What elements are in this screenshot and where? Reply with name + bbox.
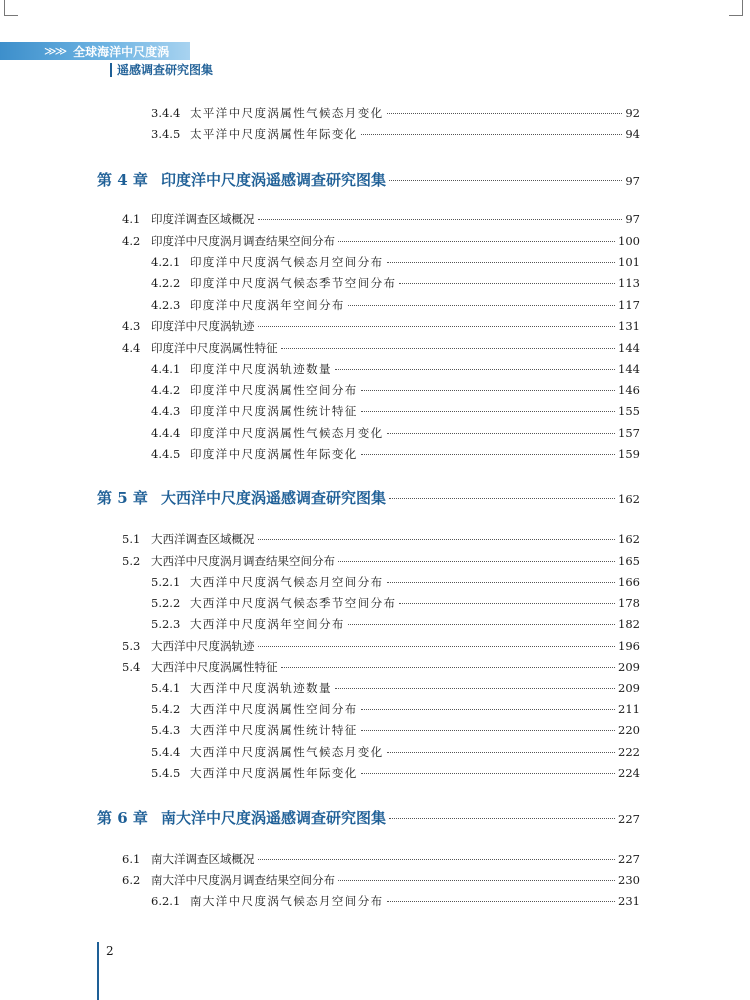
- toc-entry-number: 5.2: [122, 554, 141, 568]
- chapter-page: 97: [625, 174, 640, 188]
- toc-entry[interactable]: [151, 105, 640, 121]
- toc-entry-number: 4.4.3: [151, 404, 181, 418]
- toc-entry[interactable]: [151, 574, 640, 590]
- toc-entry-title: 大西洋中尺度涡轨迹: [151, 639, 255, 653]
- double-chevron-icon: ≫≫: [44, 44, 66, 58]
- toc-entry[interactable]: [151, 595, 640, 611]
- chapter-page: 162: [618, 492, 640, 506]
- toc-chapter-5[interactable]: [97, 488, 640, 508]
- toc-entry-page: 222: [618, 745, 640, 759]
- leader-dots: [361, 134, 623, 135]
- toc-entry-number: 4.3: [122, 319, 141, 333]
- toc-entry-title: 太平洋中尺度涡属性气候态月变化: [190, 106, 384, 120]
- toc-entry-number: 4.4: [122, 341, 141, 355]
- toc-entry[interactable]: [122, 553, 640, 569]
- toc-entry[interactable]: [122, 233, 640, 249]
- toc-entry-title: 大西洋中尺度涡月调查结果空间分布: [151, 554, 335, 568]
- toc-chapter-6[interactable]: [97, 808, 640, 828]
- leader-dots: [387, 901, 616, 902]
- toc-entry-page: 182: [618, 617, 640, 631]
- toc-entry-title: 印度洋中尺度涡属性特征: [151, 341, 278, 355]
- toc-entry-number: 4.4.1: [151, 362, 181, 376]
- toc-entry[interactable]: [122, 659, 640, 675]
- toc-entry[interactable]: [151, 254, 640, 270]
- toc-entry[interactable]: [151, 275, 640, 291]
- toc-entry[interactable]: [122, 638, 640, 654]
- toc-entry-page: 231: [618, 894, 640, 908]
- toc-entry-page: 155: [618, 404, 640, 418]
- toc-entry-title: 大西洋中尺度涡属性统计特征: [190, 723, 358, 737]
- toc-entry-number: 5.4.5: [151, 766, 181, 780]
- toc-entry-number: 6.2: [122, 873, 141, 887]
- leader-dots: [348, 305, 615, 306]
- toc-entry-number: 5.2.3: [151, 617, 181, 631]
- chapter-page: 227: [618, 812, 640, 826]
- toc-entry-number: 5.4.4: [151, 745, 181, 759]
- toc-entry[interactable]: [122, 211, 640, 227]
- leader-dots: [361, 390, 615, 391]
- leader-dots: [348, 624, 615, 625]
- crop-mark-top-left-v: [4, 0, 5, 16]
- running-header-subtitle: 遥感调查研究图集: [110, 63, 213, 77]
- toc-entry-title: 印度洋中尺度涡年空间分布: [190, 298, 345, 312]
- toc-entry-number: 4.4.4: [151, 426, 181, 440]
- toc-entry[interactable]: [122, 851, 640, 867]
- running-header-bar: [0, 42, 190, 60]
- toc-entry-number: 4.1: [122, 212, 141, 226]
- toc-entry-page: 209: [618, 681, 640, 695]
- toc-entry[interactable]: [151, 126, 640, 142]
- toc-entry-number: 5.4.3: [151, 723, 181, 737]
- toc-entry-page: 157: [618, 426, 640, 440]
- leader-dots: [258, 219, 623, 220]
- toc-entry-title: 大西洋调查区域概况: [151, 532, 255, 546]
- leader-dots: [258, 646, 616, 647]
- toc-entry-number: 6.2.1: [151, 894, 181, 908]
- leader-dots: [361, 454, 615, 455]
- toc-entry[interactable]: [151, 446, 640, 462]
- toc-entry-title: 南大洋调查区域概况: [151, 852, 255, 866]
- toc-entry-page: 144: [618, 362, 640, 376]
- toc-entry-title: 印度洋中尺度涡气候态季节空间分布: [190, 276, 397, 290]
- leader-dots: [361, 411, 615, 412]
- toc-entry-title: 印度洋调查区域概况: [151, 212, 255, 226]
- leader-dots: [338, 241, 615, 242]
- toc-entry[interactable]: [151, 680, 640, 696]
- leader-dots: [361, 709, 615, 710]
- toc-entry-page: 220: [618, 723, 640, 737]
- toc-entry-page: 101: [618, 255, 640, 269]
- leader-dots: [389, 180, 622, 181]
- leader-dots: [281, 667, 616, 668]
- toc-entry-title: 印度洋中尺度涡属性空间分布: [190, 383, 358, 397]
- leader-dots: [387, 262, 616, 263]
- leader-dots: [338, 561, 615, 562]
- leader-dots: [258, 326, 616, 327]
- toc-entry-page: 165: [618, 554, 640, 568]
- toc-entry-page: 166: [618, 575, 640, 589]
- toc-entry-number: 4.4.2: [151, 383, 181, 397]
- leader-dots: [361, 730, 615, 731]
- toc-entry-page: 227: [618, 852, 640, 866]
- leader-dots: [258, 539, 616, 540]
- toc-entry[interactable]: [151, 701, 640, 717]
- chapter-number: 第 4 章: [97, 171, 148, 189]
- toc-entry[interactable]: [151, 403, 640, 419]
- toc-entry-page: 224: [618, 766, 640, 780]
- toc-entry-page: 97: [625, 212, 640, 226]
- leader-dots: [399, 283, 615, 284]
- toc-entry-number: 5.3: [122, 639, 141, 653]
- toc-entry-number: 4.2.1: [151, 255, 181, 269]
- toc-chapter-4[interactable]: [97, 170, 640, 190]
- toc-entry-title: 南大洋中尺度涡月调查结果空间分布: [151, 873, 335, 887]
- leader-dots: [389, 818, 615, 819]
- leader-dots: [258, 859, 616, 860]
- toc-entry-page: 196: [618, 639, 640, 653]
- toc-entry-number: 3.4.5: [151, 127, 181, 141]
- toc-entry[interactable]: [122, 340, 640, 356]
- crop-mark-top-right-v: [742, 0, 743, 16]
- crop-mark-top-right-h: [729, 15, 743, 16]
- toc-entry[interactable]: [122, 531, 640, 547]
- toc-entry[interactable]: [122, 318, 640, 334]
- toc-entry-title: 太平洋中尺度涡属性年际变化: [190, 127, 358, 141]
- toc-entry-title: 印度洋中尺度涡属性统计特征: [190, 404, 358, 418]
- chapter-number: 第 6 章: [97, 809, 148, 827]
- chapter-number: 第 5 章: [97, 489, 148, 507]
- leader-dots: [387, 433, 616, 434]
- toc-entry-page: 162: [618, 532, 640, 546]
- crop-mark-top-left-h: [4, 15, 18, 16]
- toc-entry[interactable]: [151, 765, 640, 781]
- toc-entry-number: 6.1: [122, 852, 141, 866]
- toc-entry-number: 5.2.2: [151, 596, 181, 610]
- footer-rule: [97, 942, 99, 1000]
- running-header-title: 全球海洋中尺度涡: [73, 44, 170, 59]
- toc-entry-page: 94: [625, 127, 640, 141]
- toc-entry-title: 大西洋中尺度涡属性年际变化: [190, 766, 358, 780]
- toc-entry-title: 大西洋中尺度涡属性特征: [151, 660, 278, 674]
- toc-entry[interactable]: [151, 722, 640, 738]
- toc-entry-number: 5.2.1: [151, 575, 181, 589]
- toc-entry-page: 113: [618, 276, 640, 290]
- toc-entry-page: 131: [618, 319, 640, 333]
- toc-entry-number: 4.2: [122, 234, 141, 248]
- toc-entry-number: 4.4.5: [151, 447, 181, 461]
- toc-entry-title: 印度洋中尺度涡轨迹: [151, 319, 255, 333]
- leader-dots: [387, 582, 616, 583]
- toc-entry-title: 大西洋中尺度涡年空间分布: [190, 617, 345, 631]
- toc-entry[interactable]: [151, 616, 640, 632]
- toc-entry-page: 144: [618, 341, 640, 355]
- toc-entry[interactable]: [151, 361, 640, 377]
- toc-entry-page: 178: [618, 596, 640, 610]
- toc-entry-title: 大西洋中尺度涡气候态月空间分布: [190, 575, 384, 589]
- leader-dots: [399, 603, 615, 604]
- toc-entry-title: 印度洋中尺度涡轨迹数量: [190, 362, 332, 376]
- leader-dots: [387, 113, 623, 114]
- toc-entry-number: 4.2.3: [151, 298, 181, 312]
- chapter-title: 印度洋中尺度涡遥感调查研究图集: [161, 171, 387, 189]
- toc-entry-page: 209: [618, 660, 640, 674]
- toc-entry-title: 大西洋中尺度涡属性空间分布: [190, 702, 358, 716]
- toc-entry[interactable]: [151, 893, 640, 909]
- toc-entry-number: 5.4: [122, 660, 141, 674]
- toc-entry[interactable]: [151, 297, 640, 313]
- toc-entry-number: 4.2.2: [151, 276, 181, 290]
- leader-dots: [335, 688, 615, 689]
- toc-entry-page: 100: [618, 234, 640, 248]
- page-number: 2: [106, 944, 114, 958]
- toc-entry-title: 印度洋中尺度涡属性年际变化: [190, 447, 358, 461]
- leader-dots: [281, 348, 616, 349]
- toc-entry[interactable]: [151, 425, 640, 441]
- toc-entry[interactable]: [151, 744, 640, 760]
- toc-entry-title: 印度洋中尺度涡气候态月空间分布: [190, 255, 384, 269]
- leader-dots: [338, 880, 615, 881]
- toc-entry-title: 大西洋中尺度涡属性气候态月变化: [190, 745, 384, 759]
- toc-entry-number: 5.4.2: [151, 702, 181, 716]
- toc-entry-number: 3.4.4: [151, 106, 181, 120]
- toc-entry[interactable]: [122, 872, 640, 888]
- leader-dots: [361, 773, 615, 774]
- leader-dots: [335, 369, 615, 370]
- toc-entry-page: 159: [618, 447, 640, 461]
- toc-entry-title: 大西洋中尺度涡气候态季节空间分布: [190, 596, 397, 610]
- toc-entry-title: 印度洋中尺度涡月调查结果空间分布: [151, 234, 335, 248]
- toc-entry-number: 5.1: [122, 532, 141, 546]
- toc-entry[interactable]: [151, 382, 640, 398]
- toc-entry-page: 230: [618, 873, 640, 887]
- toc-entry-title: 印度洋中尺度涡属性气候态月变化: [190, 426, 384, 440]
- toc-entry-page: 211: [618, 702, 640, 716]
- toc-entry-number: 5.4.1: [151, 681, 181, 695]
- toc-entry-title: 大西洋中尺度涡轨迹数量: [190, 681, 332, 695]
- toc-entry-page: 117: [618, 298, 640, 312]
- toc-entry-page: 92: [625, 106, 640, 120]
- toc-entry-page: 146: [618, 383, 640, 397]
- leader-dots: [389, 498, 615, 499]
- chapter-title: 大西洋中尺度涡遥感调查研究图集: [161, 489, 387, 507]
- chapter-title: 南大洋中尺度涡遥感调查研究图集: [161, 809, 387, 827]
- leader-dots: [387, 752, 616, 753]
- toc-entry-title: 南大洋中尺度涡气候态月空间分布: [190, 894, 384, 908]
